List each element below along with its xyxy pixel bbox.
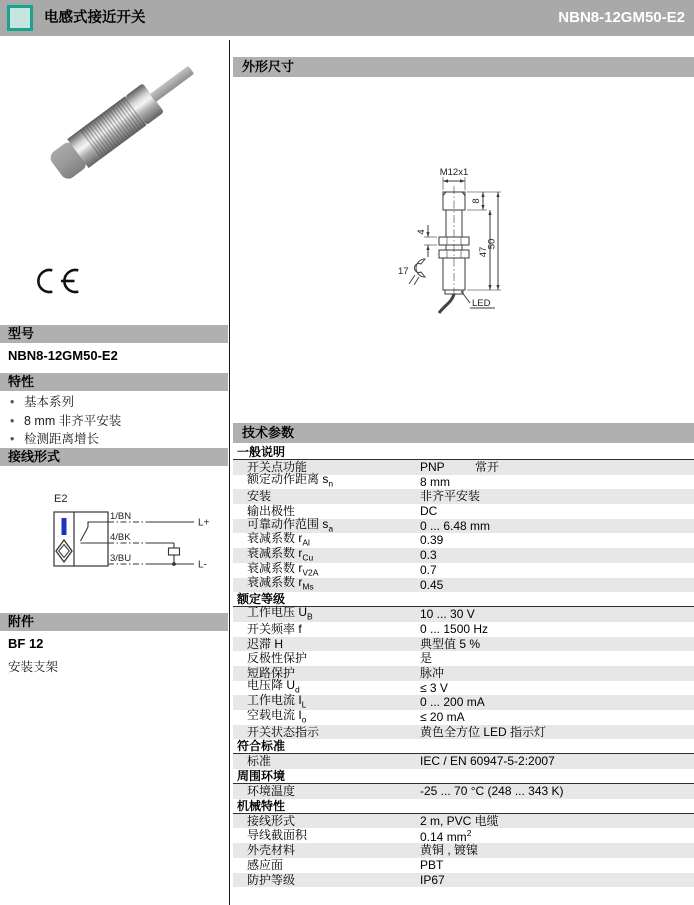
- spec-label: 额定动作距离 $s_n$: [247, 472, 334, 489]
- feature-item: • 基本系列: [8, 393, 121, 412]
- spec-value: 0.3: [420, 548, 437, 563]
- product-photo: [8, 60, 223, 260]
- spec-value: 0 ... 6.48 mm: [420, 518, 491, 533]
- left-column: [0, 36, 229, 905]
- spec-value: IEC / EN 60947-5-2:2007: [420, 754, 555, 769]
- accessory-model: BF 12: [8, 636, 44, 651]
- section-header-features: 特性: [0, 373, 228, 391]
- spec-group-header: 符合标准: [233, 739, 694, 754]
- spec-row: [233, 725, 694, 740]
- dim-47-label: 47: [478, 246, 489, 258]
- page-header: [0, 0, 694, 36]
- spec-label: 导线截面积: [247, 828, 308, 843]
- spec-row: [233, 575, 694, 593]
- spec-label: 开关点功能: [247, 460, 308, 474]
- spec-value: 2 m, PVC 电缆: [420, 813, 499, 828]
- spec-value: 黄铜 , 镀镍: [420, 843, 479, 858]
- dimension-drawing: [388, 160, 558, 333]
- dim-4-label: 4: [416, 229, 427, 235]
- model-number: NBN8-12GM50-E2: [8, 348, 118, 363]
- spec-value: 10 ... 30 V: [420, 607, 475, 622]
- header-model-number: NBN8-12GM50-E2: [558, 9, 685, 26]
- spec-row: [233, 472, 694, 490]
- column-divider: [229, 40, 230, 905]
- section-header-model: 型号: [0, 325, 228, 343]
- spec-row: [233, 604, 694, 622]
- spec-label: 环境温度: [247, 784, 296, 799]
- spec-value: 典型值 5 %: [420, 636, 481, 651]
- proximity-sensor-image: [8, 60, 223, 255]
- spec-row: [233, 873, 694, 888]
- right-column: [233, 40, 694, 905]
- spec-row: [233, 784, 694, 799]
- spec-row: [233, 707, 694, 725]
- spec-label: 工作电压 $U_B$: [247, 604, 313, 622]
- wiring-type-label: E2: [54, 493, 68, 505]
- wire-label-4bk: 4/BK: [110, 532, 131, 543]
- spec-value: IP67: [420, 872, 445, 887]
- spec-label: 衰减系数 $r_{Cu}$: [247, 545, 314, 563]
- section-header-specs: 技术参数: [233, 423, 694, 443]
- spec-label: 反极性保护: [247, 651, 308, 666]
- spec-label: 外壳材料: [247, 843, 296, 858]
- spec-table: [233, 445, 694, 887]
- spec-label: 短路保护: [247, 665, 296, 680]
- terminal-lplus: L+: [198, 517, 210, 529]
- spec-value: 0.39: [420, 533, 444, 548]
- spec-label: 感应面: [247, 857, 284, 872]
- spec-label: 开关频率 f: [247, 621, 302, 636]
- spec-row: [233, 858, 694, 873]
- accessory-description: 安装支架: [8, 660, 59, 674]
- spec-value: 0.14 $mm^2$: [420, 828, 472, 845]
- spec-value: 黄色全方位 LED 指示灯: [420, 724, 547, 739]
- dim-8-label: 8: [471, 198, 482, 204]
- spec-label: 电压降 $U_d$: [247, 678, 300, 695]
- spec-label: 标准: [247, 754, 272, 769]
- wire-label-3bu: 3/BU: [110, 553, 132, 564]
- spec-label: 衰减系数 $r_{Ms}$: [247, 575, 314, 592]
- spec-row: [233, 754, 694, 769]
- ce-mark-icon: [32, 266, 84, 301]
- spec-value: PBT: [420, 857, 444, 872]
- spec-value: 0 ... 1500 Hz: [420, 621, 489, 636]
- spec-value: 0 ... 200 mA: [420, 695, 485, 710]
- section-header-connection: 接线形式: [0, 448, 228, 466]
- spec-label: 工作电流 $I_L$: [247, 693, 307, 710]
- load-symbol: [169, 548, 180, 555]
- spec-label: 空载电流 $I_o$: [247, 707, 307, 725]
- spec-label: 衰减系数 $r_{Al}$: [247, 531, 310, 548]
- wiring-diagram: [46, 488, 224, 593]
- feature-item: • 检测距离增长: [8, 430, 121, 449]
- wrench-size-label: 17: [398, 266, 409, 277]
- spec-value: DC: [420, 504, 438, 519]
- spec-group-header: 周围环境: [233, 769, 694, 784]
- thread-dim-label: M12x1: [439, 167, 469, 178]
- spec-label: 接线形式: [247, 813, 296, 828]
- spec-label: 衰减系数 $r_{V2A}$: [247, 560, 319, 577]
- spec-value: 脉冲: [420, 665, 445, 680]
- brand-square-icon: [7, 5, 33, 31]
- spec-value: ≤ 20 mA: [420, 710, 465, 724]
- spec-label: 安装: [247, 489, 272, 504]
- spec-value: 0.45: [420, 577, 444, 592]
- wrench-icon: [414, 259, 425, 277]
- spec-value: ≤ 3 V: [420, 680, 448, 695]
- spec-value: 是: [420, 651, 433, 666]
- spec-row: [233, 651, 694, 666]
- spec-label: 输出极性: [247, 504, 296, 519]
- spec-row: [233, 489, 694, 504]
- spec-group-header: 机械特性: [233, 799, 694, 814]
- sensor-symbol-bar: [62, 518, 67, 535]
- spec-row: [233, 637, 694, 652]
- terminal-lminus: L-: [198, 559, 207, 571]
- spec-value: 8 mm: [420, 474, 450, 489]
- dim-50-label: 50: [486, 238, 498, 250]
- spec-row: [233, 828, 694, 843]
- spec-value: PNP: [420, 460, 445, 474]
- spec-row: [233, 622, 694, 637]
- page-title: 电感式接近开关: [44, 10, 146, 26]
- section-header-accessories: 附件: [0, 613, 228, 631]
- section-header-dimensions: 外形尺寸: [233, 57, 694, 77]
- spec-value-secondary: 常开: [475, 460, 500, 474]
- spec-value: 非齐平安装: [420, 489, 481, 504]
- wire-label-1bn: 1/BN: [110, 511, 132, 522]
- spec-value: -25 ... 70 °C (248 ... 343 K): [420, 784, 564, 799]
- spec-row: [233, 843, 694, 858]
- spec-value: 0.7: [420, 562, 437, 577]
- led-label: LED: [472, 298, 491, 309]
- spec-label: 迟滞 H: [247, 636, 284, 651]
- spec-label: 开关状态指示: [247, 724, 320, 739]
- feature-item: • 8 mm 非齐平安装: [8, 412, 121, 431]
- spec-group-header: 额定等级: [233, 592, 694, 607]
- spec-label: 可靠动作范围 $s_a$: [247, 516, 334, 533]
- feature-list: [8, 393, 121, 449]
- spec-label: 防护等级: [247, 872, 296, 887]
- spec-group-header: 一般说明: [233, 445, 694, 460]
